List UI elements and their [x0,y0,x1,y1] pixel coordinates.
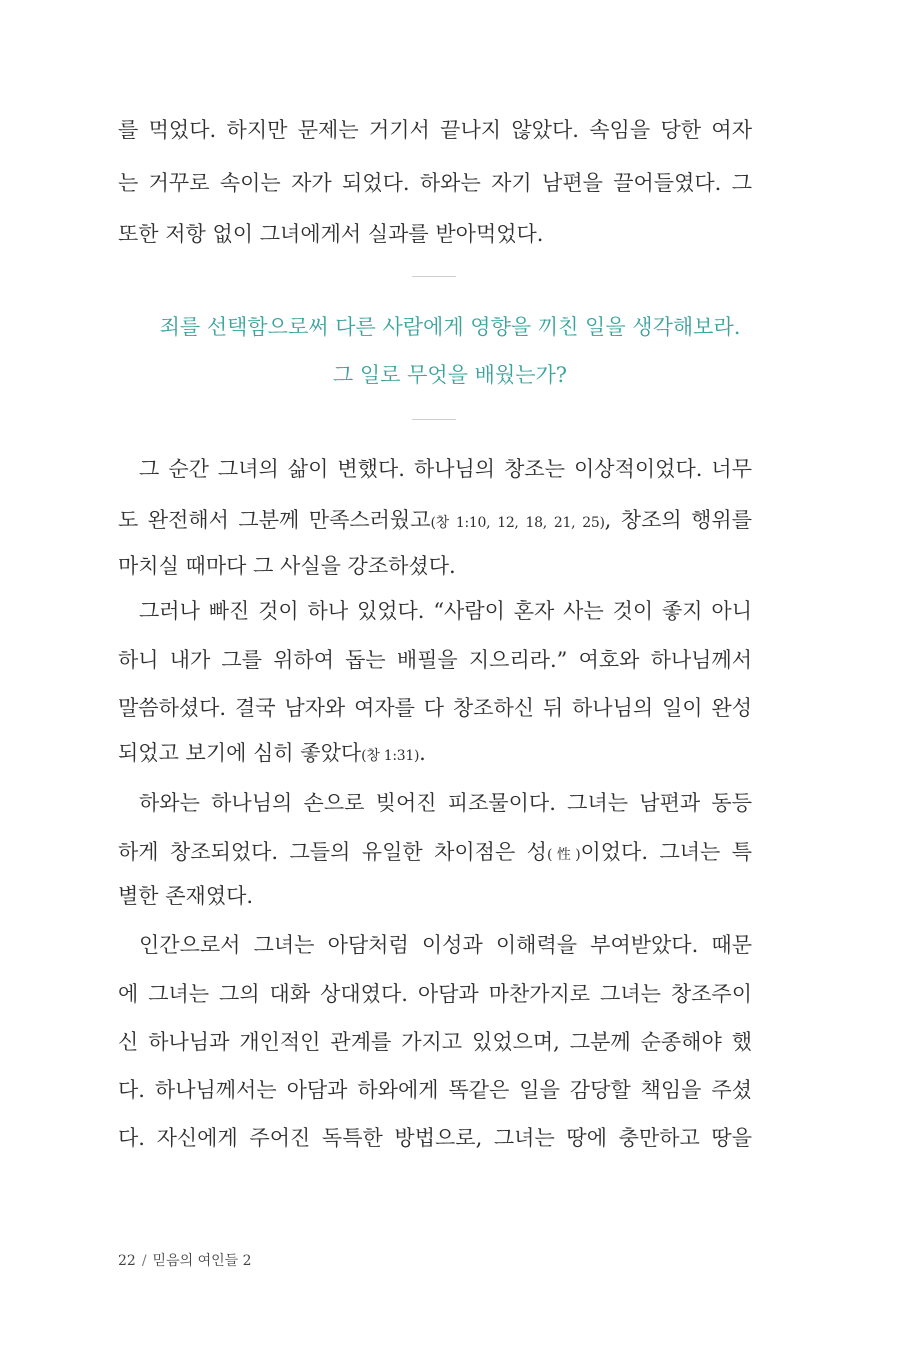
text-line: 또한 저항 없이 그녀에게서 실과를 받아먹었다. [118,222,544,246]
paragraph-line: 인간으로서 그녀는 아담처럼 이성과 이해력을 부여받았다. 때문 [139,933,752,957]
paragraph-line: 다. 하나님께서는 아담과 하와에게 똑같은 일을 감당할 책임을 주셨 [118,1078,752,1102]
paragraph-line: 그러나 빠진 것이 하나 있었다. “사람이 혼자 사는 것이 좋지 아니 [139,599,752,623]
paragraph-line [118,837,752,870]
scripture-reference: (창 1:31) [361,748,420,764]
paragraph-line: 신 하나님과 개인적인 관계를 가지고 있었으며, 그분께 순종해야 했 [118,1030,752,1054]
text-span: 이었다. 그녀는 특 [580,840,753,864]
divider-top [412,276,456,277]
text-span: 되었고 보기에 심히 좋았다 [118,741,362,765]
paragraph-line: 다. 자신에게 주어진 독특한 방법으로, 그녀는 땅에 충만하고 땅을 [118,1126,752,1150]
paragraph-line: 에 그녀는 그의 대화 상대였다. 아담과 마찬가지로 그녀는 창조주이 [118,982,752,1006]
paragraph-line: 하와는 하나님의 손으로 빚어진 피조물이다. 그녀는 남편과 동등 [139,791,752,815]
footer-separator: / [141,1253,147,1269]
text-span: , 창조의 행위를 [604,508,752,532]
paragraph-line: 말씀하셨다. 결국 남자와 여자를 다 창조하신 뒤 하나님의 일이 완성 [118,696,752,720]
paragraph-line: 별한 존재였다. [118,884,254,908]
paragraph-line [118,738,752,771]
paragraph-line: 마치실 때마다 그 사실을 강조하셨다. [118,554,456,578]
page-footer [118,1250,252,1272]
paragraph-line: 그 순간 그녀의 삶이 변했다. 하나님의 창조는 이상적이었다. 너무 [139,457,752,481]
text-span: 하게 창조되었다. 그들의 유일한 차이점은 성 [118,840,547,864]
paragraph-line [118,505,752,538]
reflection-quote-line: 그 일로 무엇을 배웠는가? [332,363,568,387]
hanja-annotation: (性) [546,847,581,863]
paragraph-line: 하니 내가 그를 위하여 돕는 배필을 지으리라.” 여호와 하나님께서 [118,648,752,672]
text-span: . [419,741,426,765]
page-number: 22 [118,1253,136,1269]
text-line: 를 먹었다. 하지만 문제는 거기서 끝나지 않았다. 속임을 당한 여자 [118,118,752,142]
divider-bottom [412,419,456,420]
reflection-quote-line: 죄를 선택함으로써 다른 사람에게 영향을 끼친 일을 생각해보라. [159,315,741,339]
book-title: 믿음의 여인들 2 [152,1253,252,1269]
scripture-reference: (창 1:10, 12, 18, 21, 25) [430,515,605,531]
text-span: 도 완전해서 그분께 만족스러웠고 [118,508,431,532]
text-line: 는 거꾸로 속이는 자가 되었다. 하와는 자기 남편을 끌어들였다. 그 [118,171,752,195]
